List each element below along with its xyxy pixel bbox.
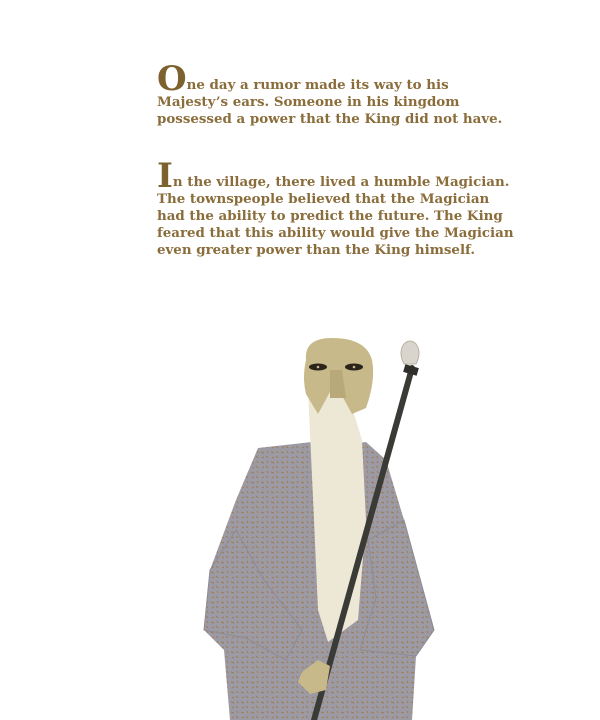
paragraph-text: ne day a rumor made its way to his Majesty’s ears. Someone in his kingdom possessed a power that the King did not have. bbox=[157, 77, 503, 127]
staff-knob bbox=[401, 341, 419, 364]
story-paragraph-2 bbox=[157, 156, 517, 259]
drop-cap: O bbox=[157, 59, 187, 99]
story-paragraph-1 bbox=[157, 59, 517, 128]
staff-collar bbox=[403, 364, 419, 376]
paragraph-text: n the village, there lived a humble Magician. The townspeople believed that the Magician had the ability to predict the future. The King feared that this ability would give the Magician even greater power than the King himself. bbox=[157, 174, 514, 258]
magician-illustration bbox=[190, 330, 450, 720]
drop-cap: I bbox=[157, 156, 173, 196]
